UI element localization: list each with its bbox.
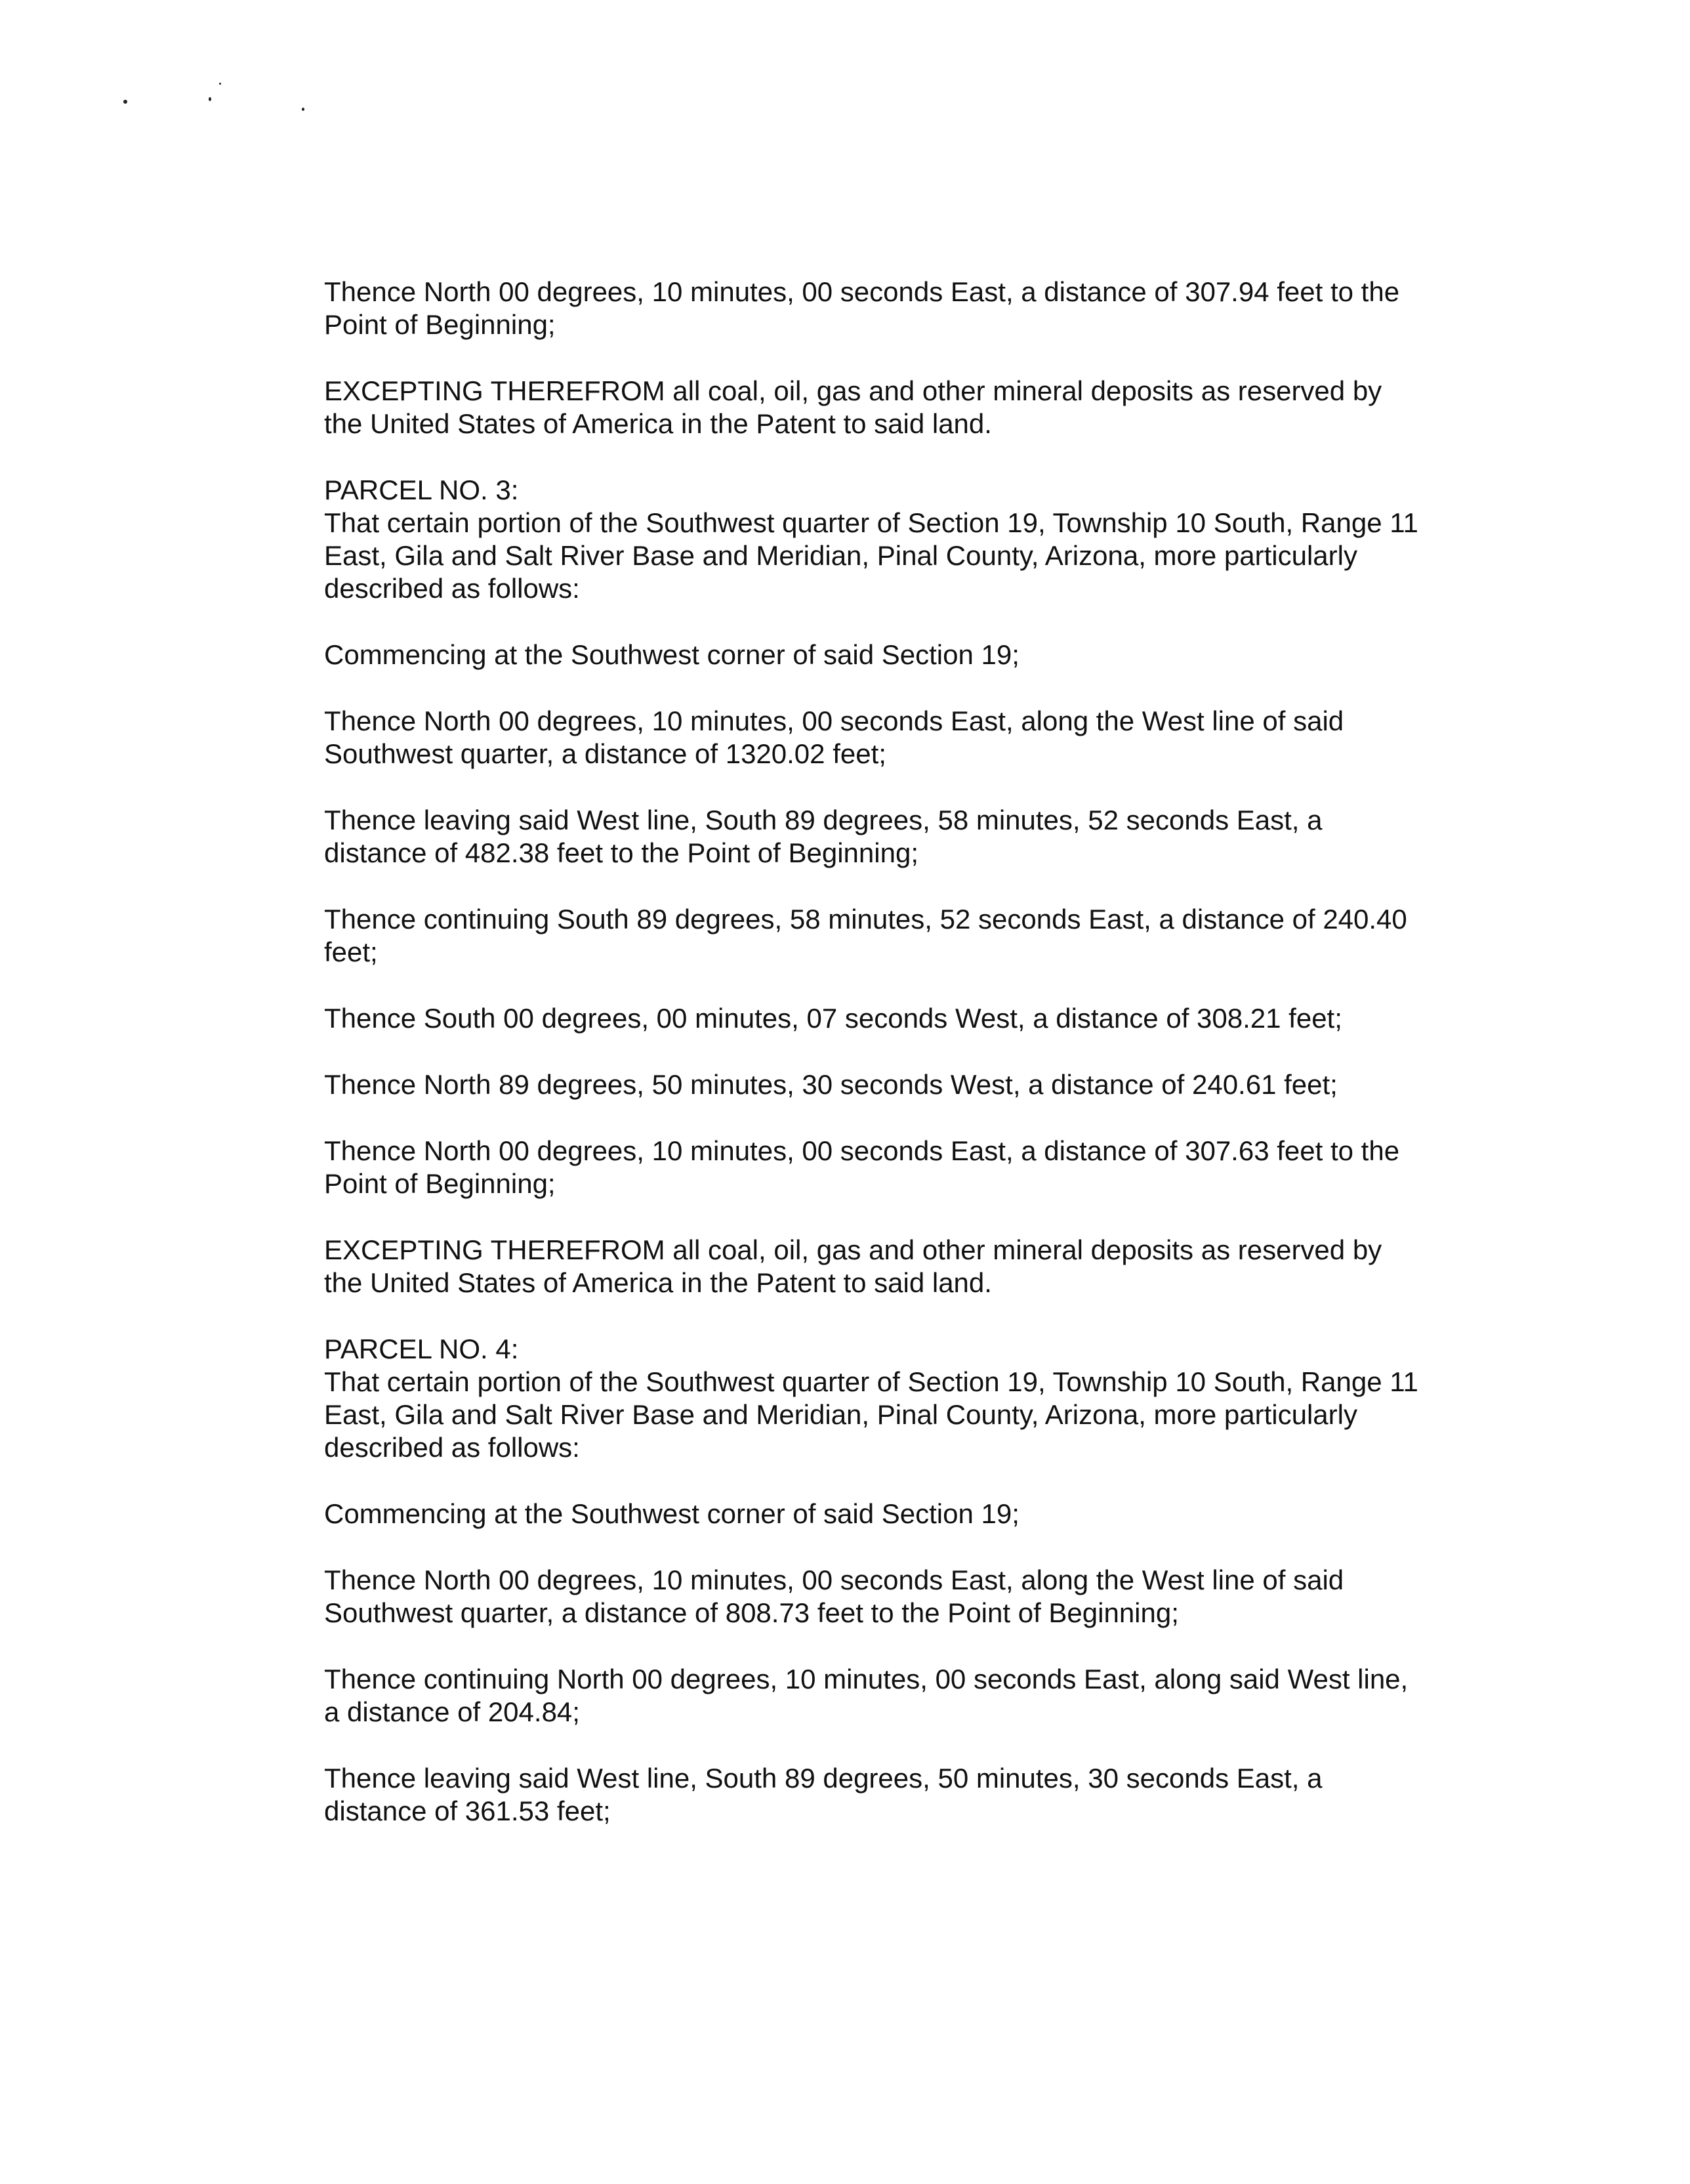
paragraph: Thence continuing South 89 degrees, 58 minutes, 52 seconds East, a distance of 240.40 feet; [324,904,1407,967]
parcel-heading: PARCEL NO. 4: [324,1334,519,1364]
paragraph: Thence North 00 degrees, 10 minutes, 00 seconds East, along the West line of said Southwest quarter, a distance of 1320.02 feet; [324,705,1344,769]
scan-speck [123,100,127,104]
scan-speck [219,83,221,85]
paragraph: Thence South 00 degrees, 00 minutes, 07 seconds West, a distance of 308.21 feet; [324,1003,1342,1034]
document-body [324,276,1466,1861]
paragraph: Thence continuing North 00 degrees, 10 minutes, 00 seconds East, along said West line, a distance of 204.84; [324,1664,1409,1727]
paragraph: Commencing at the Southwest corner of said Section 19; [324,1498,1020,1529]
paragraph: Thence North 00 degrees, 10 minutes, 00 seconds East, a distance of 307.63 feet to the Point of Beginning; [324,1135,1400,1199]
parcel-heading: PARCEL NO. 3: [324,474,519,505]
scan-speck [209,97,211,101]
parcel-3-header [324,474,1466,605]
parcel-description: That certain portion of the Southwest quarter of Section 19, Township 10 South, Range 11 East, Gila and Salt River Base and Meridian, Pinal County, Arizona, more particularly described as follows: [324,507,1418,604]
paragraph: EXCEPTING THEREFROM all coal, oil, gas and other mineral deposits as reserved by the United States of America in the Patent to said land. [324,1234,1382,1298]
scan-speck [302,108,304,111]
paragraph: Thence North 00 degrees, 10 minutes, 00 seconds East, along the West line of said Southwest quarter, a distance of 808.73 feet to the Point of Beginning; [324,1564,1344,1628]
paragraph: Thence leaving said West line, South 89 degrees, 58 minutes, 52 seconds East, a distance of 482.38 feet to the Point of Beginning; [324,805,1323,868]
parcel-4-header [324,1333,1466,1464]
paragraph: Commencing at the Southwest corner of said Section 19; [324,639,1020,670]
paragraph: Thence North 89 degrees, 50 minutes, 30 seconds West, a distance of 240.61 feet; [324,1069,1338,1100]
paragraph: Thence leaving said West line, South 89 degrees, 50 minutes, 30 seconds East, a distance of 361.53 feet; [324,1763,1323,1826]
parcel-description: That certain portion of the Southwest quarter of Section 19, Township 10 South, Range 11 East, Gila and Salt River Base and Meridian, Pinal County, Arizona, more particularly described as follows: [324,1366,1418,1463]
paragraph: EXCEPTING THEREFROM all coal, oil, gas and other mineral deposits as reserved by the United States of America in the Patent to said land. [324,375,1382,439]
paragraph: Thence North 00 degrees, 10 minutes, 00 seconds East, a distance of 307.94 feet to the Point of Beginning; [324,276,1400,340]
